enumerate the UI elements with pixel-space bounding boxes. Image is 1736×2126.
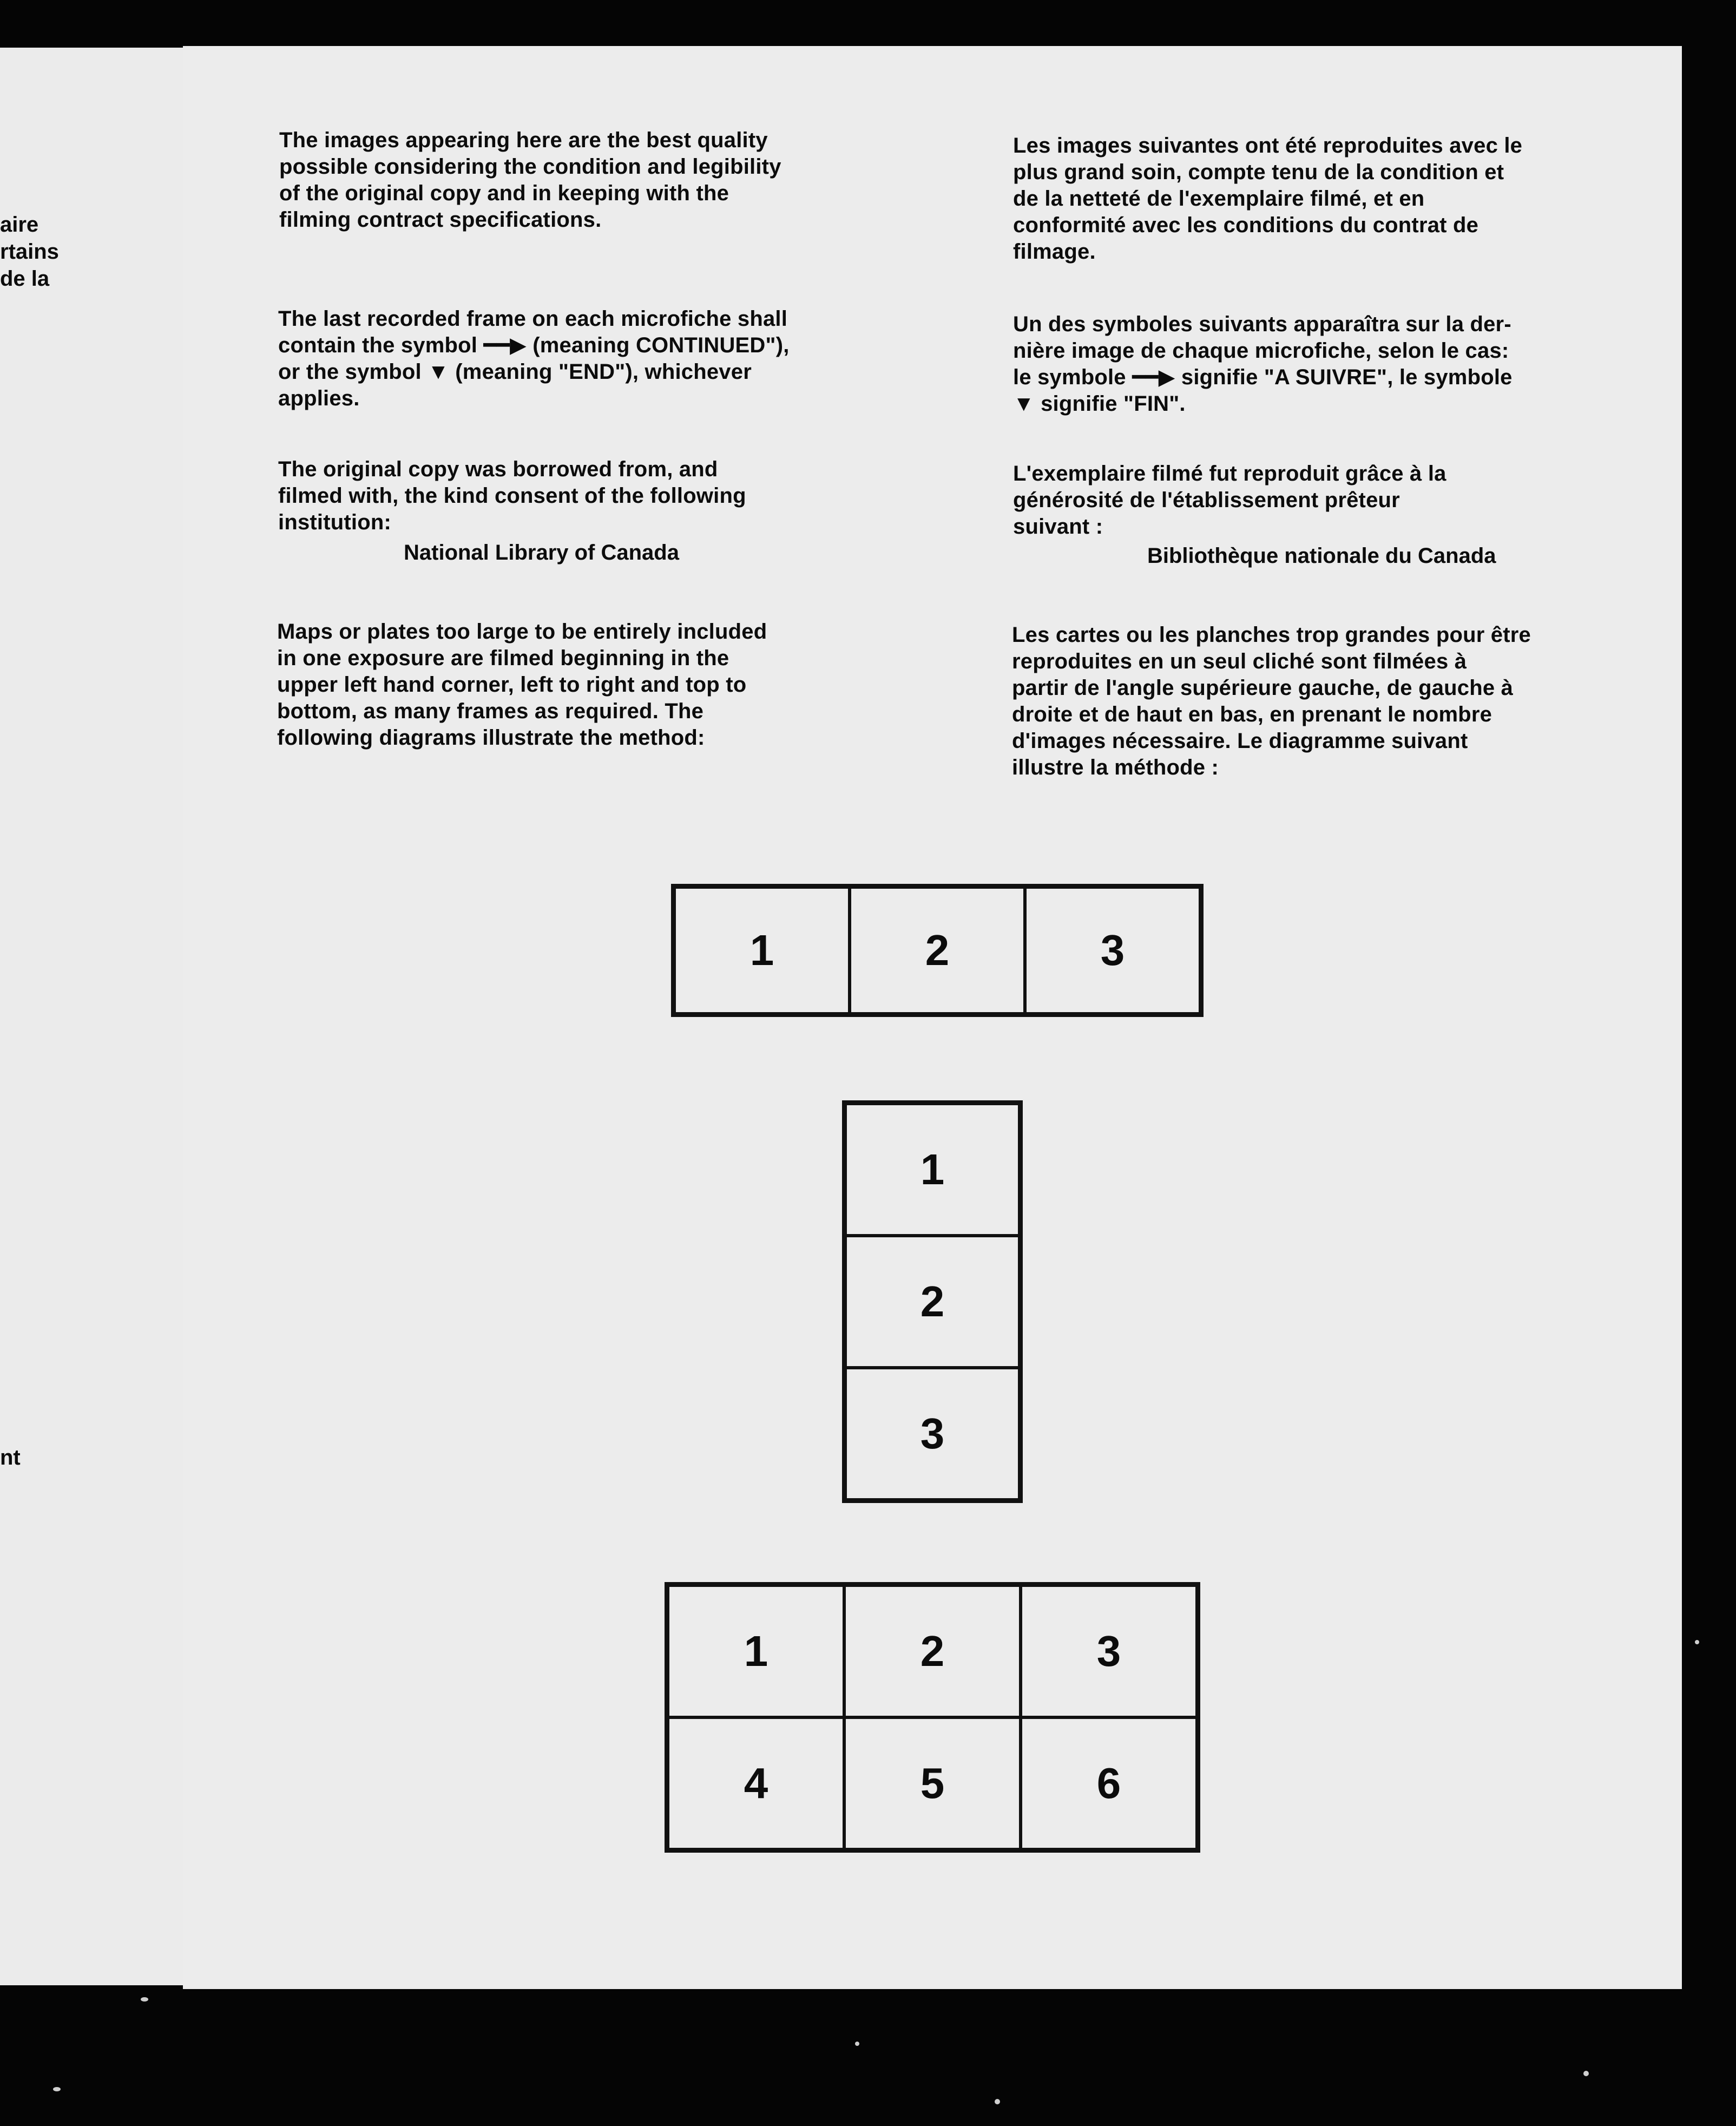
left-fragment-text: nt — [0, 1446, 21, 1469]
left-fragment-text: rtains — [0, 240, 59, 264]
frame-cell: 3 — [1025, 887, 1200, 1014]
diagram-horizontal-row — [671, 884, 1204, 1017]
notice-page — [183, 46, 1682, 1989]
scan-speck — [53, 2087, 61, 2091]
english-maps-paragraph: Maps or plates too large to be entirely included in one exposure are filmed beginning in the upper left hand corner, left to right and top to bottom, as many frames as required. The following diagrams illustrate the method: — [277, 620, 767, 750]
frame-cell: 4 — [668, 1717, 844, 1849]
frame-cell: 6 — [1021, 1717, 1197, 1849]
english-institution-name: National Library of Canada — [404, 541, 679, 565]
scan-speck — [855, 2042, 859, 2046]
diagram-vertical-column — [842, 1100, 1023, 1503]
left-fragment-text: aire — [0, 213, 39, 237]
frame-cell: 3 — [1021, 1585, 1197, 1717]
french-maps-paragraph: Les cartes ou les planches trop grandes pour être reproduites en un seul cliché sont filmées à partir de l'angle supérieure gauche, de gauche à droite et de haut en bas, en prenant le nombre d'images nécessaire. Le diagramme suivant illustre la méthode : — [1012, 623, 1531, 779]
frame-cell: 2 — [845, 1236, 1020, 1368]
scan-speck — [141, 1997, 148, 2002]
frame-cell: 1 — [674, 887, 850, 1014]
frame-cell: 5 — [844, 1717, 1021, 1849]
frame-cell: 1 — [845, 1104, 1020, 1236]
frame-cell: 3 — [845, 1368, 1020, 1500]
left-page-fragment — [0, 48, 183, 1985]
left-fragment-text: de la — [0, 267, 50, 291]
scan-speck — [995, 2099, 1000, 2104]
frame-cell: 2 — [844, 1585, 1021, 1717]
french-institution-paragraph: L'exemplaire filmé fut reproduit grâce à la générosité de l'établissement prêteur suivant : — [1013, 462, 1446, 539]
english-quality-paragraph: The images appearing here are the best quality possible considering the condition and legibility of the original copy and in keeping with the filming contract specifications. — [279, 128, 781, 232]
french-institution-name: Bibliothèque nationale du Canada — [1147, 544, 1496, 568]
english-symbol-paragraph: The last recorded frame on each microfiche shall contain the symbol ━━▶ (meaning CONTINUED"), or the symbol ▼ (meaning "END"), whichever applies. — [278, 307, 790, 410]
frame-cell: 1 — [668, 1585, 844, 1717]
frame-cell: 2 — [850, 887, 1025, 1014]
diagram-two-by-three-grid — [665, 1582, 1200, 1853]
english-institution-paragraph: The original copy was borrowed from, and filmed with, the kind consent of the following institution: — [278, 457, 746, 534]
french-quality-paragraph: Les images suivantes ont été reproduites avec le plus grand soin, compte tenu de la condition et de la netteté de l'exemplaire filmé, et en conformité avec les conditions du contrat de filmage. — [1013, 134, 1523, 264]
scan-speck — [1583, 2071, 1589, 2076]
scan-speck — [1695, 1640, 1699, 1644]
french-symbol-paragraph: Un des symboles suivants apparaîtra sur la der- nière image de chaque microfiche, selon le cas: le symbole ━━▶ signifie "A SUIVRE", le symbole ▼ signifie "FIN". — [1013, 312, 1513, 416]
